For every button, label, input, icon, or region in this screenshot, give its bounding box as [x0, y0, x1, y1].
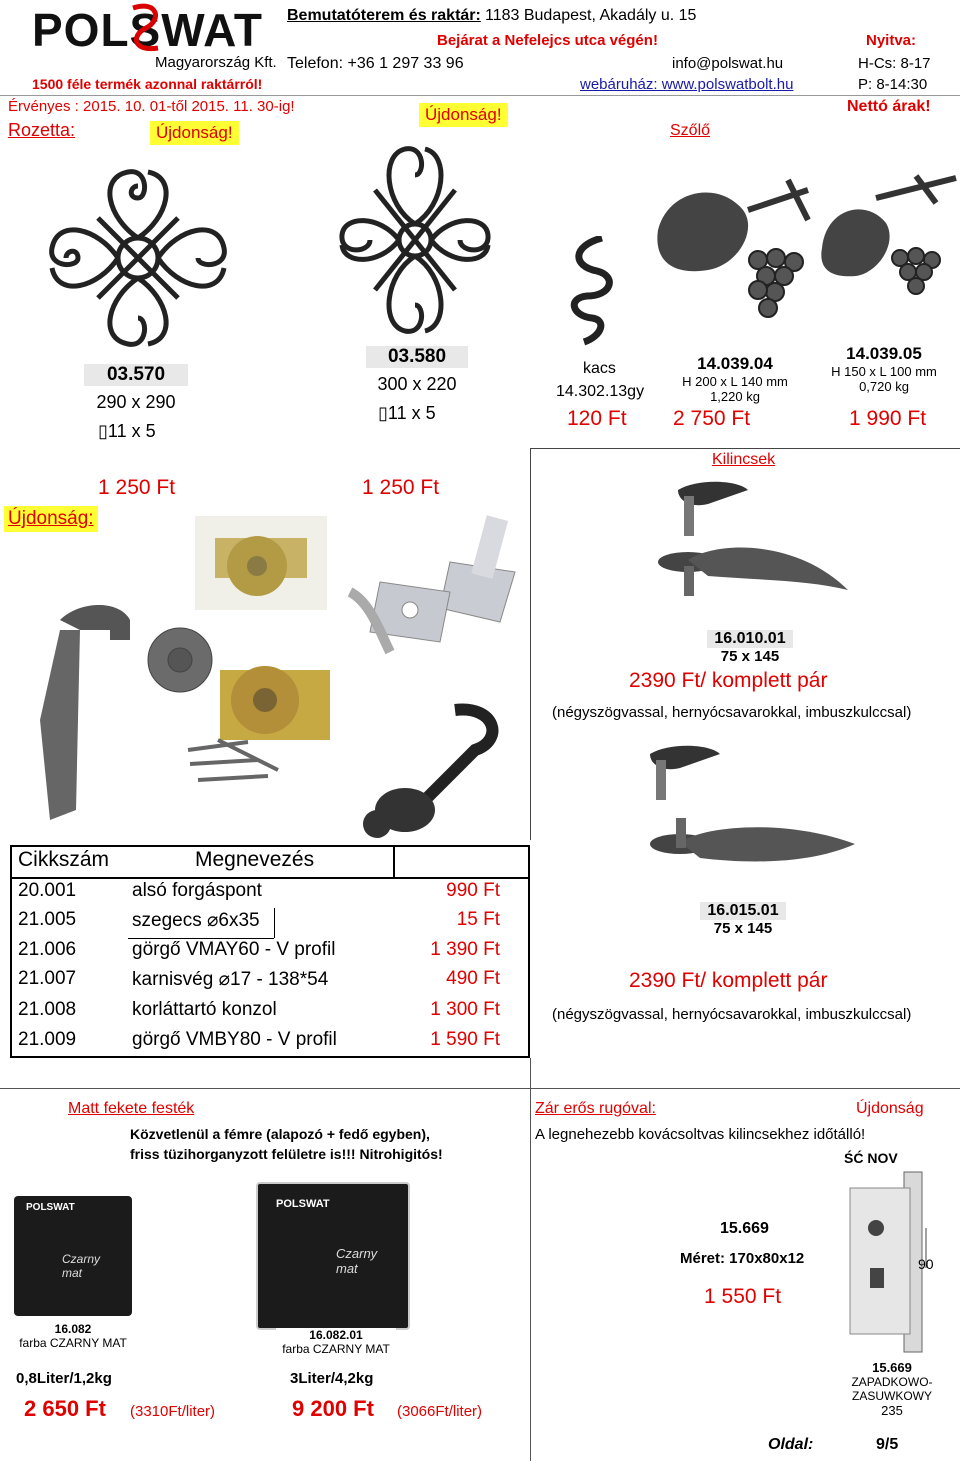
szolo-14039-05-code: 14.039.05 [846, 344, 922, 363]
zar-box-code: 15.669 [872, 1360, 912, 1375]
table-cell-code: 20.001 [18, 880, 77, 901]
logo-text: POLSWAT [32, 4, 264, 56]
table-header-bottom [10, 877, 530, 879]
webshop-link[interactable]: webáruház: www.polswatbolt.hu [580, 76, 794, 93]
festek-1608201-brand: POLSWAT [276, 1198, 330, 1210]
rozetta-new-1: Újdonság! [150, 121, 239, 145]
table-cell-price: 15 Ft [456, 909, 500, 930]
zar-box-label [840, 1360, 944, 1430]
festek-1608201-qty: 3Liter/4,2kg [290, 1370, 374, 1387]
rozetta-03570-label [84, 364, 188, 460]
table-bottom-border [10, 1056, 530, 1058]
festek-1608201-label-code: 16.082.01 [309, 1328, 363, 1342]
festek-title: Matt fekete festék [68, 1100, 195, 1117]
phone: Telefon: +36 1 297 33 96 [287, 55, 464, 72]
kacs-price: 120 Ft [567, 407, 627, 430]
rozetta-03570-code: 03.570 [84, 364, 188, 386]
szolo-14039-04-size: H 200 x L 140 mm [682, 374, 788, 389]
festek-1608201-can-text: Czarny mat [336, 1246, 378, 1276]
ujdonsag-title: Újdonság: [4, 506, 98, 532]
hours-weekday: H-Cs: 8-17 [858, 55, 931, 72]
table-col-divider [393, 845, 395, 879]
festek-16082-qty: 0,8Liter/1,2kg [16, 1370, 112, 1387]
festek-16082-brand: POLSWAT [26, 1202, 75, 1213]
table-cell-code: 21.009 [18, 1029, 77, 1050]
festek-16082-can-text: Czarny mat [62, 1252, 101, 1280]
kilincsek-top-divider [530, 448, 960, 449]
szolo-14039-05-price: 1 990 Ft [849, 407, 927, 430]
email[interactable]: info@polswat.hu [672, 55, 784, 72]
table-cell-name: korláttartó konzol [132, 999, 277, 1020]
zar-title: Zár erős rugóval: [535, 1100, 656, 1117]
konzol-image [340, 512, 522, 662]
rozetta-03570-bar: ▯11 x 5 [98, 421, 156, 441]
szolo-title: Szőlő [670, 122, 711, 139]
company-name: Magyarország Kft. [155, 54, 277, 71]
szolo-14039-05-size: H 150 x L 100 mm [831, 364, 937, 379]
szolo-14039-04-price: 2 750 Ft [673, 407, 751, 430]
kilincs-16015-code: 16.015.01 [700, 902, 786, 920]
kilincs-16015-label [700, 902, 786, 948]
table-cell-name: görgő VMBY80 - V profil [132, 1029, 337, 1050]
rozetta-03580-code: 03.580 [366, 346, 468, 368]
zar-box-dim: 235 [881, 1403, 903, 1418]
kilincs-16010-image [648, 470, 858, 620]
zar-code: 15.669 [720, 1220, 769, 1237]
showroom-label: Bemutatóterem és raktár: [287, 7, 481, 24]
zar-desc: A legnehezebb kovácsoltvas kilincsekhez időtálló! [535, 1126, 866, 1143]
festek-1608201-unit-price: (3066Ft/liter) [397, 1403, 483, 1420]
table-top-border [10, 845, 530, 847]
rozetta-03580-label [366, 346, 468, 442]
rozetta-03580-bar: ▯11 x 5 [378, 403, 436, 423]
table-header-code: Cikkszám [18, 848, 110, 871]
table-cell-code: 21.008 [18, 999, 77, 1020]
festek-1608201-image [256, 1172, 406, 1366]
rozetta-new-2: Újdonság! [419, 103, 508, 127]
kilincs-16015-image [640, 734, 860, 874]
page-label: Oldal: [768, 1436, 814, 1453]
kilincs-16010-label [707, 630, 793, 674]
table-cell-name: karnisvég ⌀17 - 138*54 [132, 969, 329, 990]
zar-price: 1 550 Ft [704, 1285, 782, 1308]
rozetta-03570-image [38, 158, 238, 358]
festek-16082-unit-price: (3310Ft/liter) [130, 1403, 216, 1420]
page-number: 9/5 [876, 1436, 899, 1453]
tagline: 1500 féle termék azonnal raktárról! [32, 76, 263, 92]
table-cell-price: 1 390 Ft [430, 939, 500, 960]
table-row-tick [274, 908, 275, 938]
rozetta-03570-price: 1 250 Ft [98, 476, 176, 499]
open-label: Nyitva: [866, 32, 917, 49]
zar-dim-90: 90 [918, 1256, 934, 1272]
rozetta-03580-bar-value: 11 x 5 [387, 403, 436, 423]
kilincs-16015-note: (négyszögvassal, hernyócsavarokkal, imbuszkulccsal) [552, 1006, 912, 1023]
table-cell-code: 21.006 [18, 939, 77, 960]
table-cell-code: 21.005 [18, 909, 77, 930]
table-cell-name: görgő VMAY60 - V profil [132, 939, 336, 960]
zar-size: Méret: 170x80x12 [680, 1250, 805, 1267]
festek-16082-image [6, 1196, 140, 1356]
karnisveg-image [355, 700, 515, 840]
kilincs-16010-price: 2390 Ft/ komplett pár [629, 669, 828, 692]
table-cell-price: 990 Ft [446, 880, 500, 901]
szolo-14039-05-image [816, 158, 960, 338]
szolo-14039-05-label [822, 344, 946, 398]
szolo-14039-04-label [672, 354, 798, 404]
table-cell-price: 1 300 Ft [430, 999, 500, 1020]
net-prices: Nettó árak! [847, 98, 931, 115]
forgaspont-image [20, 600, 220, 830]
entrance-note: Bejárat a Nefelejcs utca végén! [437, 32, 658, 49]
festek-16082-price: 2 650 Ft [24, 1396, 106, 1421]
zar-box-name-2: ZASUWKOWY [852, 1389, 932, 1403]
kacs-name: kacs [583, 360, 616, 377]
szolo-left-divider [530, 448, 531, 840]
festek-desc-1: Közvetlenül a fémre (alapozó + fedő egyben), [130, 1126, 430, 1142]
rozetta-03570-bar-value: 11 x 5 [107, 421, 156, 441]
rozetta-title: Rozetta: [8, 120, 76, 140]
kilincs-16010-size: 75 x 145 [720, 648, 780, 665]
kilincs-16010-note: (négyszögvassal, hernyócsavarokkal, imbuszkulccsal) [552, 704, 912, 721]
szolo-14039-04-image [648, 170, 814, 350]
rozetta-03580-price: 1 250 Ft [362, 476, 440, 499]
logo [30, 2, 275, 61]
table-header-name: Megnevezés [195, 848, 315, 871]
bottom-section-divider [530, 1058, 531, 1461]
zar-box-top: ŚĆ NOV [844, 1150, 898, 1166]
szolo-14039-05-weight: 0,720 kg [859, 379, 909, 394]
festek-1608201-price: 9 200 Ft [292, 1396, 374, 1421]
logo-graphic [30, 2, 275, 56]
szolo-14039-04-weight: 1,220 kg [710, 389, 760, 404]
zar-new: Újdonság [856, 1100, 924, 1117]
header-divider [0, 95, 960, 96]
roller-vmay60-image [195, 516, 327, 610]
zar-box-name-1: ZAPADKOWO- [851, 1375, 933, 1389]
szegecs-image [178, 730, 288, 790]
table-cell-name: szegecs ⌀6x35 [132, 910, 260, 931]
kacs-code: 14.302.13gy [556, 383, 645, 400]
kilincs-16015-size: 75 x 145 [713, 920, 773, 937]
table-cell-code: 21.007 [18, 968, 77, 989]
festek-1608201-label-name: farba CZARNY MAT [282, 1342, 390, 1356]
hours-friday: P: 8-14:30 [858, 76, 928, 93]
rozetta-03580-size: 300 x 220 [377, 374, 457, 394]
table-cell-name: alsó forgáspont [132, 880, 262, 901]
festek-16082-label-name: farba CZARNY MAT [19, 1336, 127, 1350]
kacs-image [562, 236, 622, 346]
validity: Érvényes : 2015. 10. 01-től 2015. 11. 30-ig! [8, 98, 295, 115]
kilincs-16010-code: 16.010.01 [707, 630, 793, 648]
szolo-14039-04-code: 14.039.04 [697, 354, 773, 373]
table-cell-price: 490 Ft [446, 968, 500, 989]
bottom-section-top [0, 1088, 960, 1089]
kilincs-16015-price: 2390 Ft/ komplett pár [629, 969, 828, 992]
festek-16082-label-code: 16.082 [54, 1322, 92, 1336]
kilincsek-title: Kilincsek [712, 451, 776, 468]
rozetta-03580-image [330, 135, 500, 345]
festek-desc-2: friss tüzihorganyzott felületre is!!! Nitrohigitós! [130, 1146, 443, 1162]
showroom-address: 1183 Budapest, Akadály u. 15 [485, 7, 697, 24]
rozetta-03570-size: 290 x 290 [96, 392, 176, 412]
table-cell-price: 1 590 Ft [430, 1029, 500, 1050]
